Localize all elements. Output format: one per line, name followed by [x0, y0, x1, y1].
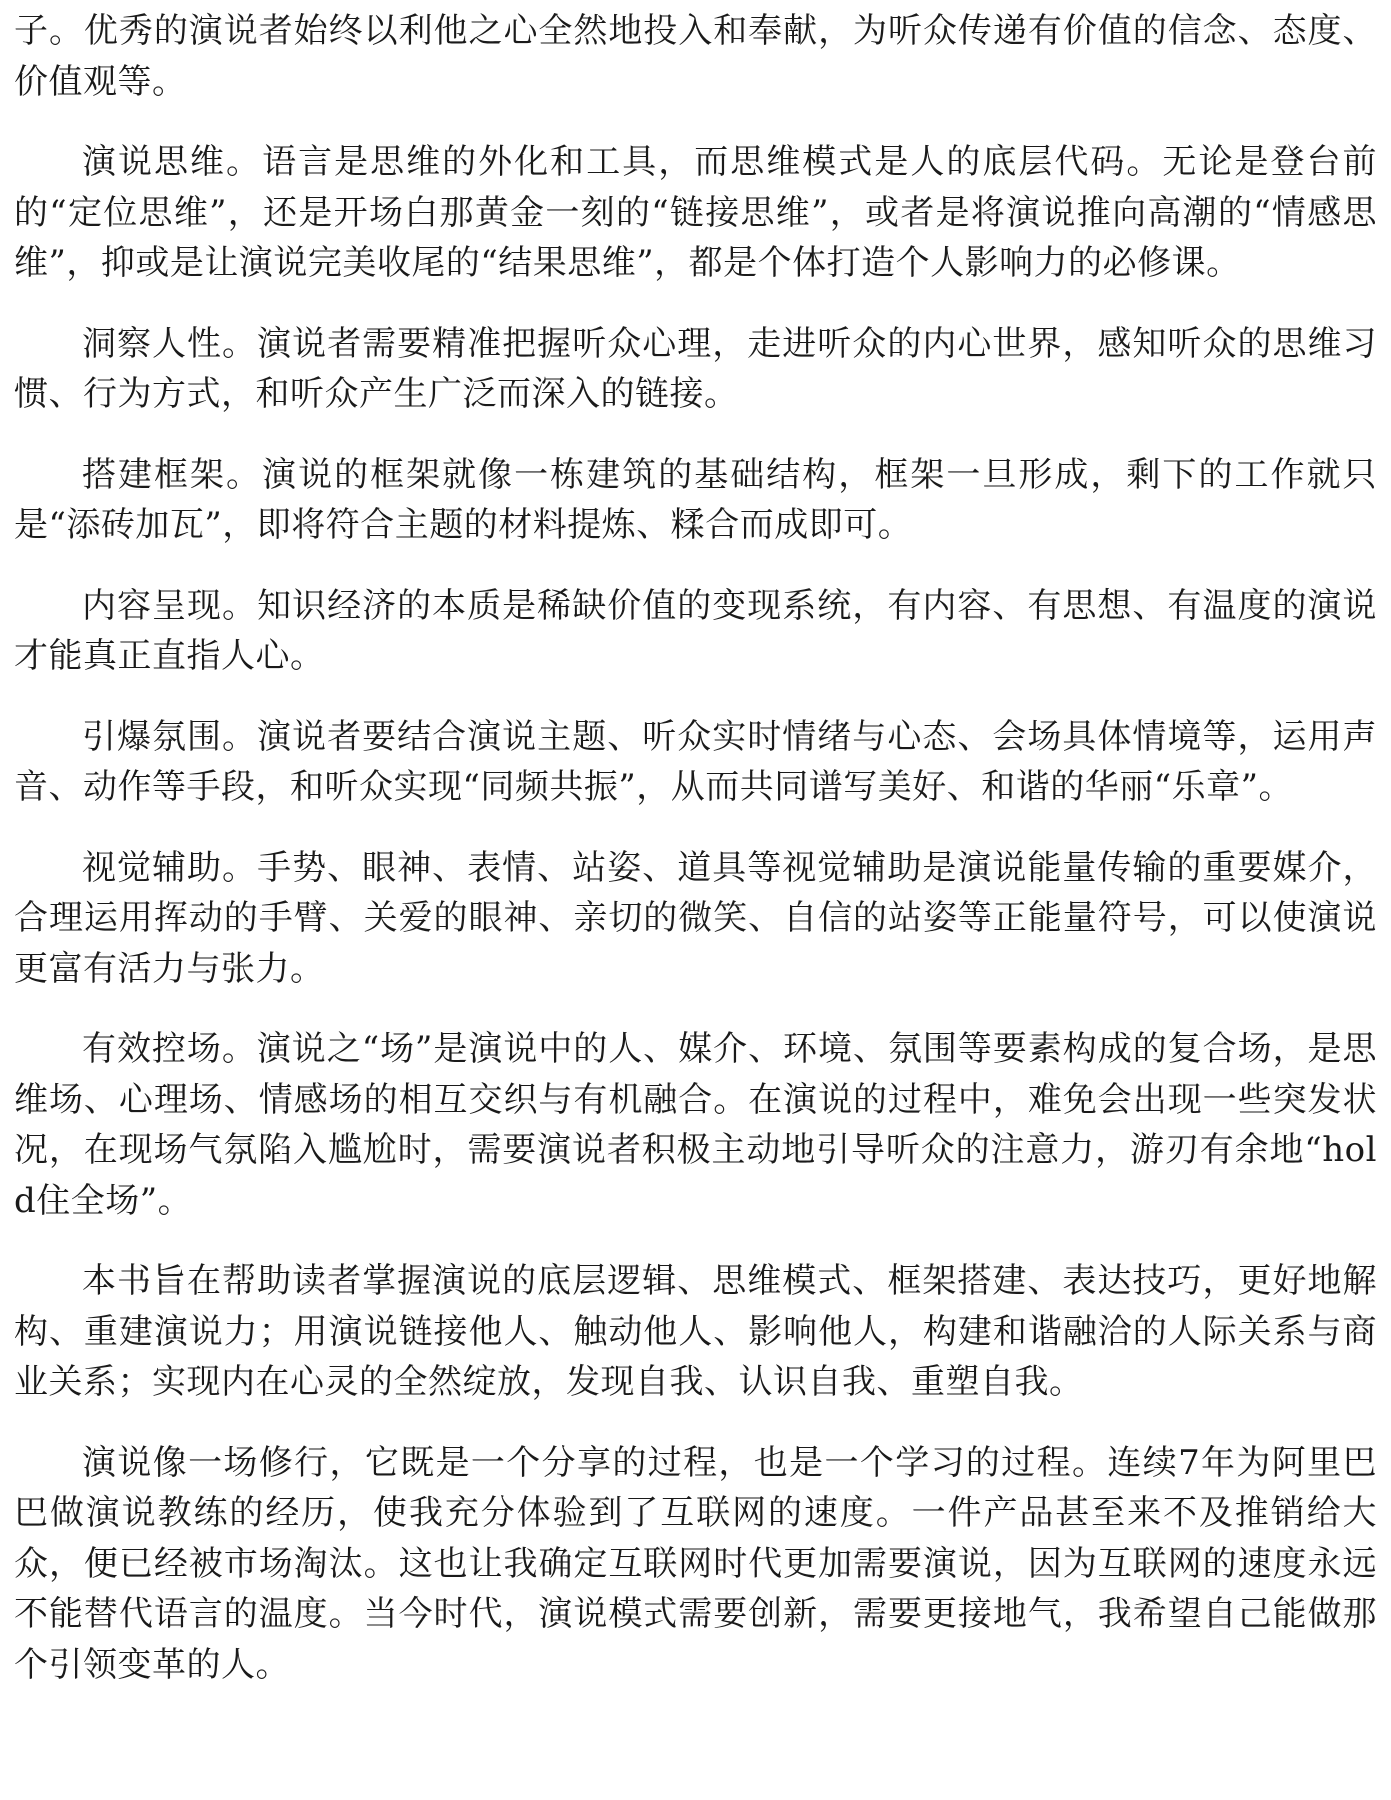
paragraph-book-purpose: 本书旨在帮助读者掌握演说的底层逻辑、思维模式、框架搭建、表达技巧，更好地解构、重建演说力；用演说链接他人、触动他人、影响他人，构建和谐融洽的人际关系与商业关系；实现内在心灵的全然绽放，发现自我、认识自我、重塑自我。: [14, 1261, 1377, 1402]
paragraph-human-insight: 洞察人性。演说者需要精准把握听众心理，走进听众的内心世界，感知听众的思维习惯、行为方式，和听众产生广泛而深入的链接。: [14, 323, 1377, 414]
paragraph-framework: 搭建框架。演说的框架就像一栋建筑的基础结构，框架一旦形成，剩下的工作就只是“添砖加瓦”，即将符合主题的材料提炼、糅合而成即可。: [14, 454, 1377, 545]
paragraph-speech-thinking: 演说思维。语言是思维的外化和工具，而思维模式是人的底层代码。无论是登台前的“定位思维”，还是开场白那黄金一刻的“链接思维”，或者是将演说推向高潮的“情感思维”，抑或是让演说完美收尾的“结果思维”，都是个体打造个人影响力的必修课。: [14, 142, 1377, 283]
paragraph-visual-aids: 视觉辅助。手势、眼神、表情、站姿、道具等视觉辅助是演说能量传输的重要媒介，合理运用挥动的手臂、关爱的眼神、亲切的微笑、自信的站姿等正能量符号，可以使演说更富有活力与张力。: [14, 847, 1377, 989]
paragraph-practice: 演说像一场修行，它既是一个分享的过程，也是一个学习的过程。连续7年为阿里巴巴做演说教练的经历，使我充分体验到了互联网的速度。一件产品甚至来不及推销给大众，便已经被市场淘汰。这也让我确定互联网时代更加需要演说，因为互联网的速度永远不能替代语言的温度。当今时代，演说模式需要创新，需要更接地气，我希望自己能做那个引领变革的人。: [14, 1442, 1377, 1685]
paragraph-content: 内容呈现。知识经济的本质是稀缺价值的变现系统，有内容、有思想、有温度的演说才能真正直指人心。: [14, 585, 1377, 676]
paragraph-stage-control: 有效控场。演说之“场”是演说中的人、媒介、环境、氛围等要素构成的复合场，是思维场、心理场、情感场的相互交织与有机融合。在演说的过程中，难免会出现一些突发状况，在现场气氛陷入尴尬时，需要演说者积极主动地引导听众的注意力，游刃有余地“hold住全场”。: [14, 1029, 1377, 1221]
paragraph-continuation: 子。优秀的演说者始终以利他之心全然地投入和奉献，为听众传递有价值的信念、态度、价值观等。: [14, 11, 1377, 102]
paragraph-atmosphere: 引爆氛围。演说者要结合演说主题、听众实时情绪与心态、会场具体情境等，运用声音、动作等手段，和听众实现“同频共振”，从而共同谱写美好、和谐的华丽“乐章”。: [14, 716, 1377, 807]
